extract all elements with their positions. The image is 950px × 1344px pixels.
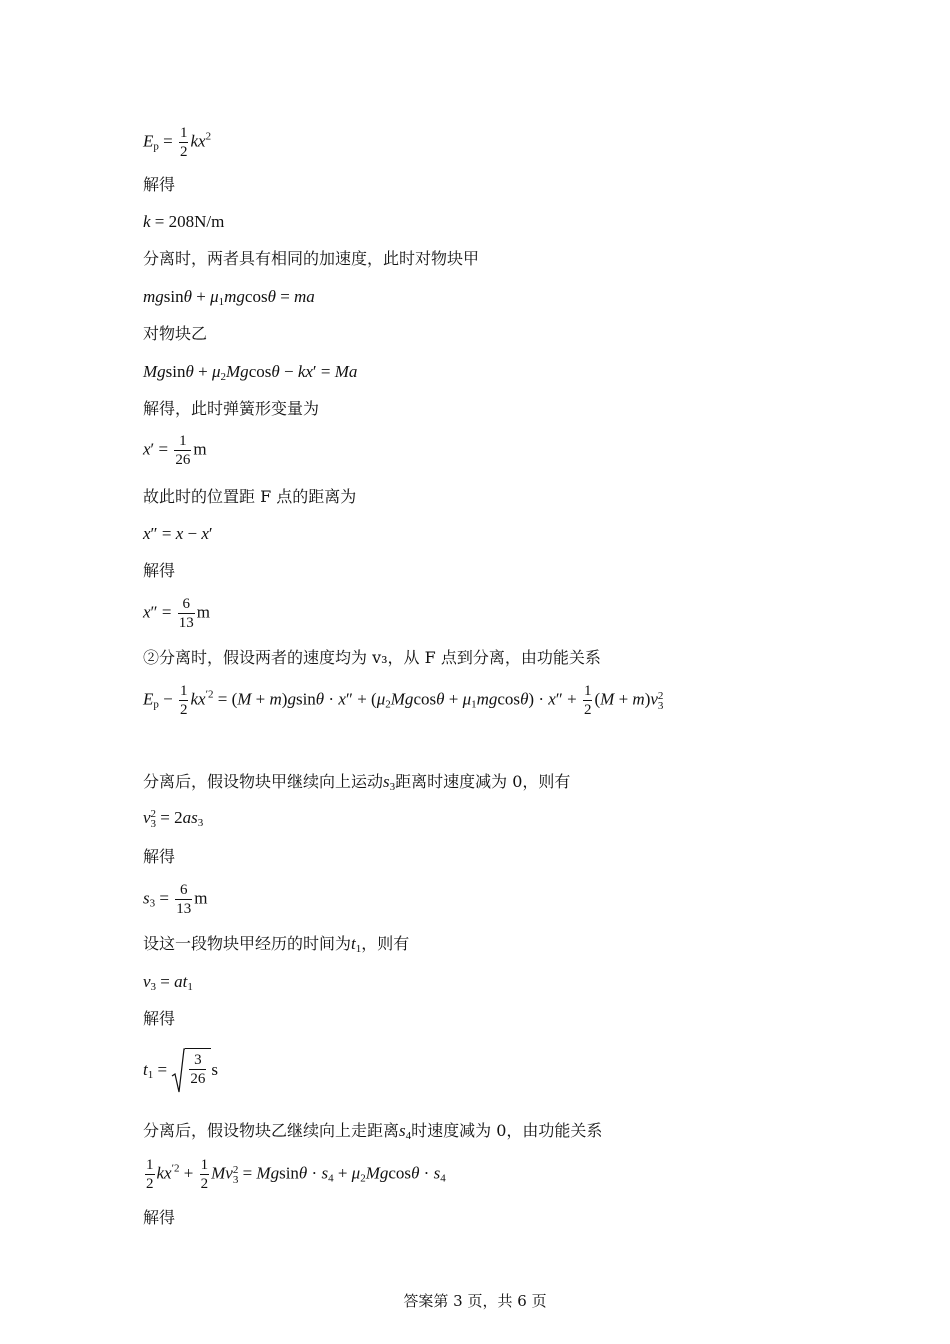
equation-distance: x″ = x − x′ [143, 524, 213, 543]
equation-v3-squared: v 2 3 = $2as_3$ [143, 808, 204, 831]
text-line: 解得 [143, 1208, 176, 1227]
text-line: 设这一段物块甲经历的时间为$t_1$，则有 [143, 934, 410, 955]
text-line: 分离后，假设物块乙继续向上走距离$s_4$时速度减为 0，由功能关系 [143, 1121, 603, 1142]
equation-t1: $t_1$ = $\frac{3}{26}$ s [143, 1048, 218, 1094]
text-line: 解得 [143, 175, 176, 194]
text-line: 解得 [143, 1009, 176, 1028]
equation-energy-yi: $\frac{1}{2}$ $kx^{'2}$ + $\frac{1}{2}$ Mv 2 3 = $Mgsin\theta \cdot s_4 + \mu_2Mgcos\theta \cdot s_4$ [146, 1157, 446, 1192]
text-line: 解得 [143, 847, 176, 866]
equation-elastic-energy: $E_p$ = $\frac{1}{2}$ $kx^2$ [143, 125, 212, 160]
text-line: 解得，此时弹簧形变量为 [143, 399, 320, 418]
text-line: 分离后，假设物块甲继续向上运动$s_3$距离时速度减为 0，则有 [143, 772, 571, 793]
equation-spring-constant: k = 208N/m [143, 212, 225, 231]
equation-s3: $s_3$ = $\frac{6}{13}$ m [143, 882, 208, 917]
equation-block-jia: $mgsin\theta + \mu_1mgcos\theta$ = ma [143, 287, 315, 308]
text-line: 故此时的位置距 F 点的距离为 [143, 487, 357, 506]
equation-block-yi: $Mgsin\theta + \mu_2Mgcos\theta - kx' = Ma$ [143, 362, 358, 383]
text-line: ②分离时，假设两者的速度均为 v₃，从 F 点到分离，由功能关系 [143, 648, 601, 667]
equation-energy-separation: $E_p$ − $\frac{1}{2}$ $kx^{'2} = (M + m)gsin\theta \cdot x'' + (\mu_2Mgcos\theta + \mu_1mgcos\theta) \cdot x''$ + $\frac{1}{2}$ (M + m)v 2 3 [143, 683, 664, 718]
page-footer: 答案第 3 页，共 6 页 [403, 1292, 547, 1310]
text-line: 对物块乙 [143, 324, 208, 343]
equation-deformation: x′ = $\frac{1}{26}$ m [143, 433, 207, 468]
equation-distance-value: x″ = $\frac{6}{13}$ m [143, 596, 210, 631]
equation-v3-at: $v_3 = at_1$ [143, 972, 193, 993]
sqrt-symbol: $\frac{3}{26}$ [171, 1048, 211, 1094]
text-line: 解得 [143, 561, 176, 580]
text-line: 分离时，两者具有相同的加速度，此时对物块甲 [143, 249, 480, 268]
